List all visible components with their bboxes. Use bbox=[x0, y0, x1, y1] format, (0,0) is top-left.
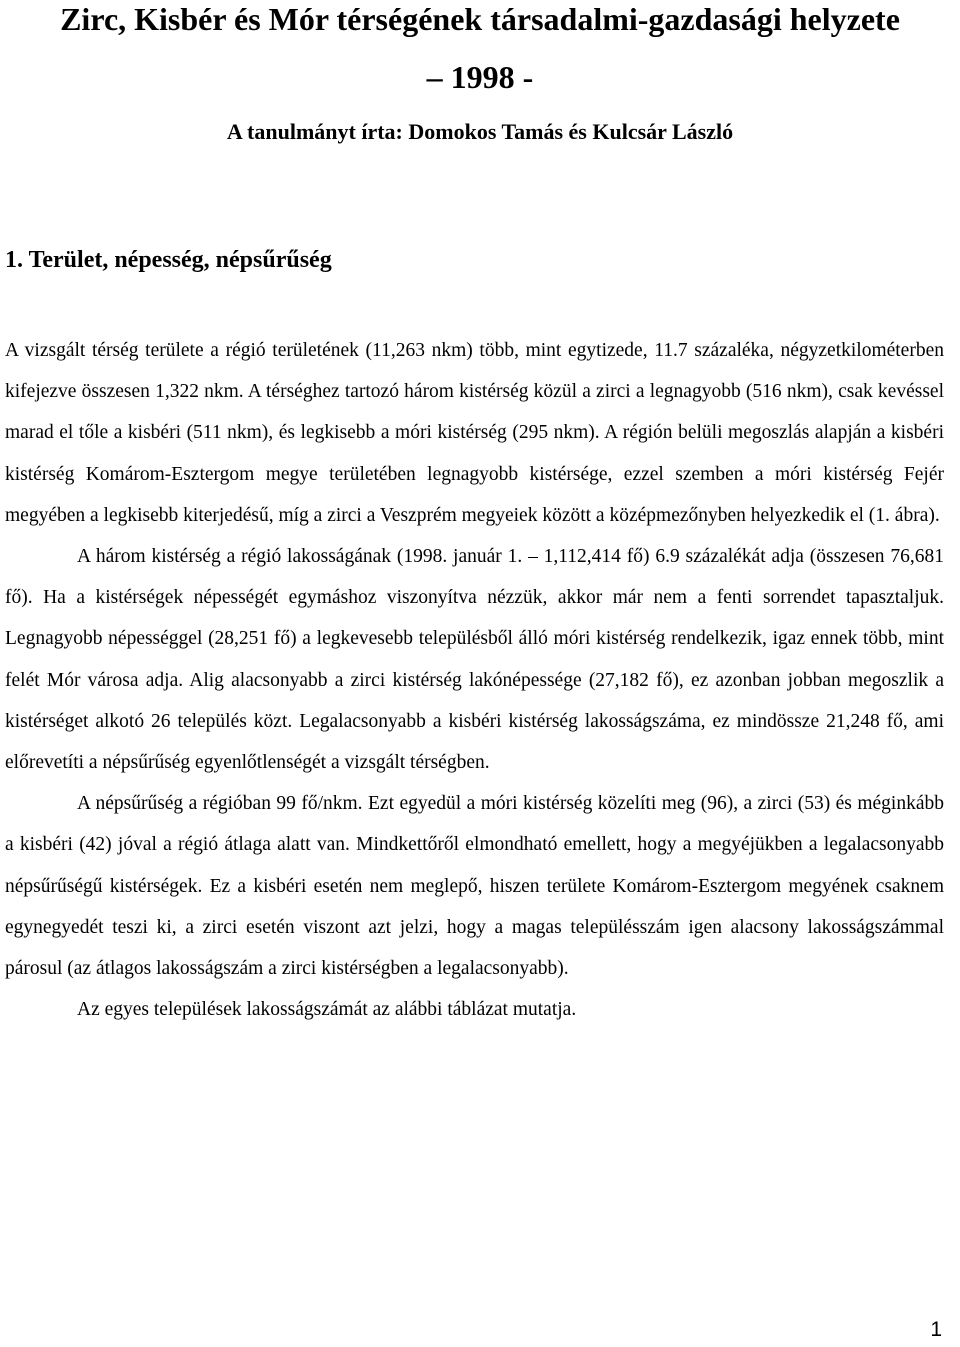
body-text bbox=[5, 330, 944, 1030]
page-number: 1 bbox=[930, 1318, 942, 1341]
paragraph-density: A népsűrűség a régióban 99 fő/nkm. Ezt egyedül a móri kistérség közelíti meg (96), a zirci (53) és méginkább a kisbéri (42) jóval a régió átlaga alatt van. Mindkettőről elmondható emellett, hogy a megyéjükben a legalacsonyabb népsűrűségű kistérségek. Ez a kisbéri esetén nem meglepő, hiszen területe Komárom-Esztergom megyének csaknem egynegyedét teszi ki, a zirci esetén viszont azt jelzi, hogy a magas településszám igen alacsony lakosságszámmal párosul (az átlagos lakosságszám a zirci kistérségben a legalacsonyabb). bbox=[5, 793, 944, 980]
paragraph-table-intro: Az egyes települések lakosságszámát az alábbi táblázat mutatja. bbox=[77, 999, 577, 1021]
paragraph-population: A három kistérség a régió lakosságának (1998. január 1. – 1,112,414 fő) 6.9 százalékát adja (összesen 76,681 fő). Ha a kistérségek népességét egymáshoz viszonyítva nézzük, akkor már nem a fenti sorrendet tapasztaljuk. Legnagyobb népességgel (28,251 fő) a legkevesebb településből álló móri kistérség rendelkezik, igaz ennek több, mint felét Mór városa adja. Alig alacsonyabb a zirci kistérség lakónépessége (27,182 fő), ez azonban jobban megoszlik a kistérséget alkotó 26 település közt. Legalacsonyabb a kisbéri kistérség lakosságszáma, ez mindössze 21,248 fő, ami előrevetíti a népsűrűség egyenlőtlenségét a vizsgált térségben. bbox=[5, 546, 944, 774]
document-title: Zirc, Kisbér és Mór térségének társadalmi-gazdasági helyzete bbox=[60, 1, 900, 37]
document-subtitle: – 1998 - bbox=[426, 59, 534, 95]
paragraph-area: A vizsgált térség területe a régió területének (11,263 nkm) több, mint egytizede, 11.7 százaléka, négyzetkilométerben kifejezve összesen 1,322 nkm. A térséghez tartozó három kistérség közül a zirci a legnagyobb (516 nkm), csak kevéssel marad el tőle a kisbéri (511 nkm), és legkisebb a móri kistérség (295 nkm). A régión belüli megoszlás alapján a kisbéri kistérség Komárom-Esztergom megye területében legnagyobb kistérsége, ezzel szemben a móri kistérség Fejér megyében a legkisebb kiterjedésű, míg a zirci a Veszprém megyeiek között a középmezőnyben helyezkedik el (1. ábra). bbox=[5, 340, 944, 526]
authors-line: A tanulmányt írta: Domokos Tamás és Kulcsár László bbox=[226, 119, 734, 144]
section-heading: 1. Terület, népesség, népsűrűség bbox=[5, 247, 332, 273]
